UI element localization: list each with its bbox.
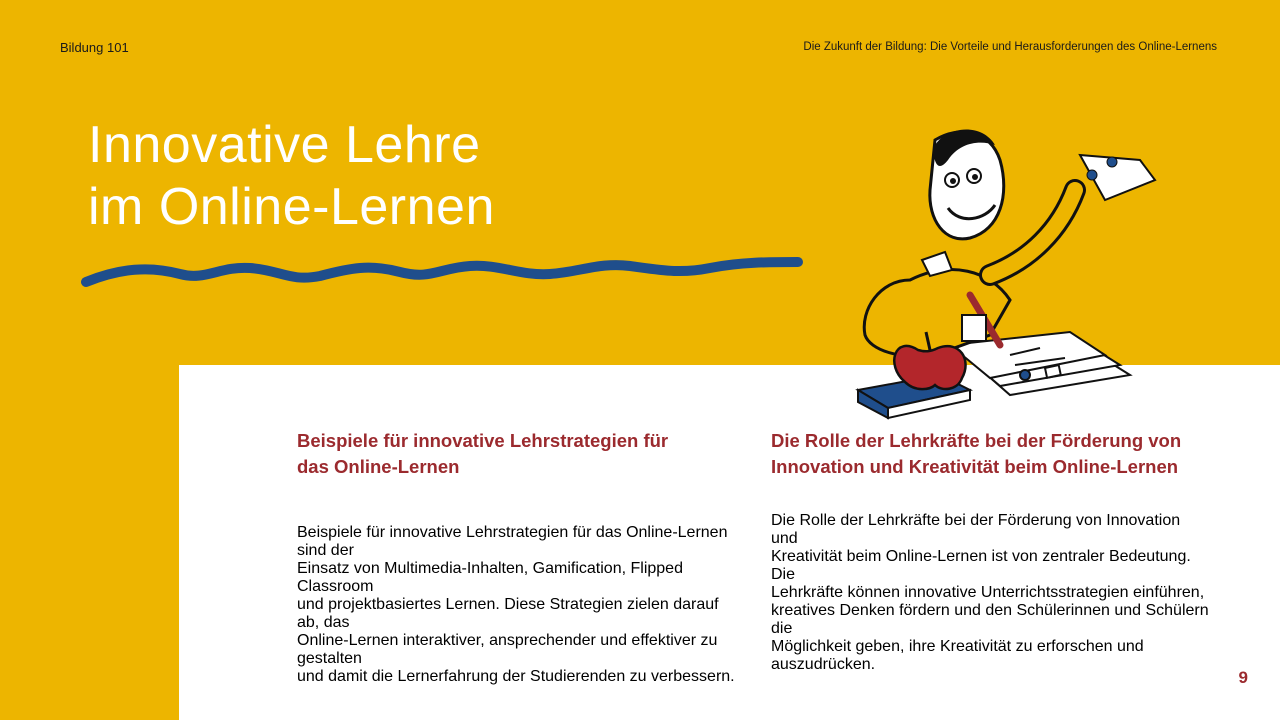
left-column: [297, 428, 737, 686]
body-line: und damit die Lernerfahrung der Studierenden zu verbessern.: [297, 668, 735, 685]
heading-line: das Online-Lernen: [297, 456, 460, 477]
deck-title: Die Zukunft der Bildung: Die Vorteile und Herausforderungen des Online-Lernens: [803, 41, 1217, 53]
brand-label: Bildung 101: [60, 40, 129, 55]
left-heading: [297, 428, 737, 480]
body-line: Kreativität beim Online-Lernen ist von zentraler Bedeutung. Die: [771, 548, 1191, 583]
body-line: Beispiele für innovative Lehrstrategien für das Online-Lernen sind der: [297, 524, 728, 559]
right-heading: [771, 428, 1211, 480]
heading-line: Die Rolle der Lehrkräfte bei der Förderung von: [771, 430, 1182, 451]
title-line: im Online-Lernen: [88, 178, 495, 236]
slide-title: [88, 114, 495, 238]
body-line: und projektbasiertes Lernen. Diese Strategien zielen darauf ab, das: [297, 596, 719, 631]
teacher-illustration: [840, 120, 1170, 420]
heading-line: Beispiele für innovative Lehrstrategien für: [297, 430, 669, 451]
heading-line: Innovation und Kreativität beim Online-Lernen: [771, 456, 1179, 477]
squiggle-decoration: [80, 248, 810, 298]
body-line: Lehrkräfte können innovative Unterrichtsstrategien einführen,: [771, 584, 1205, 601]
page-number: 9: [1238, 668, 1248, 687]
title-line: Innovative Lehre: [88, 116, 481, 174]
right-column: [771, 428, 1211, 674]
body-line: Online-Lernen interaktiver, ansprechender und effektiver zu gestalten: [297, 632, 718, 667]
body-line: Die Rolle der Lehrkräfte bei der Förderung von Innovation und: [771, 512, 1181, 547]
body-line: Möglichkeit geben, ihre Kreativität zu erforschen und auszudrücken.: [771, 638, 1144, 673]
body-line: Einsatz von Multimedia-Inhalten, Gamification, Flipped Classroom: [297, 560, 683, 595]
body-line: kreatives Denken fördern und den Schülerinnen und Schülern die: [771, 602, 1209, 637]
